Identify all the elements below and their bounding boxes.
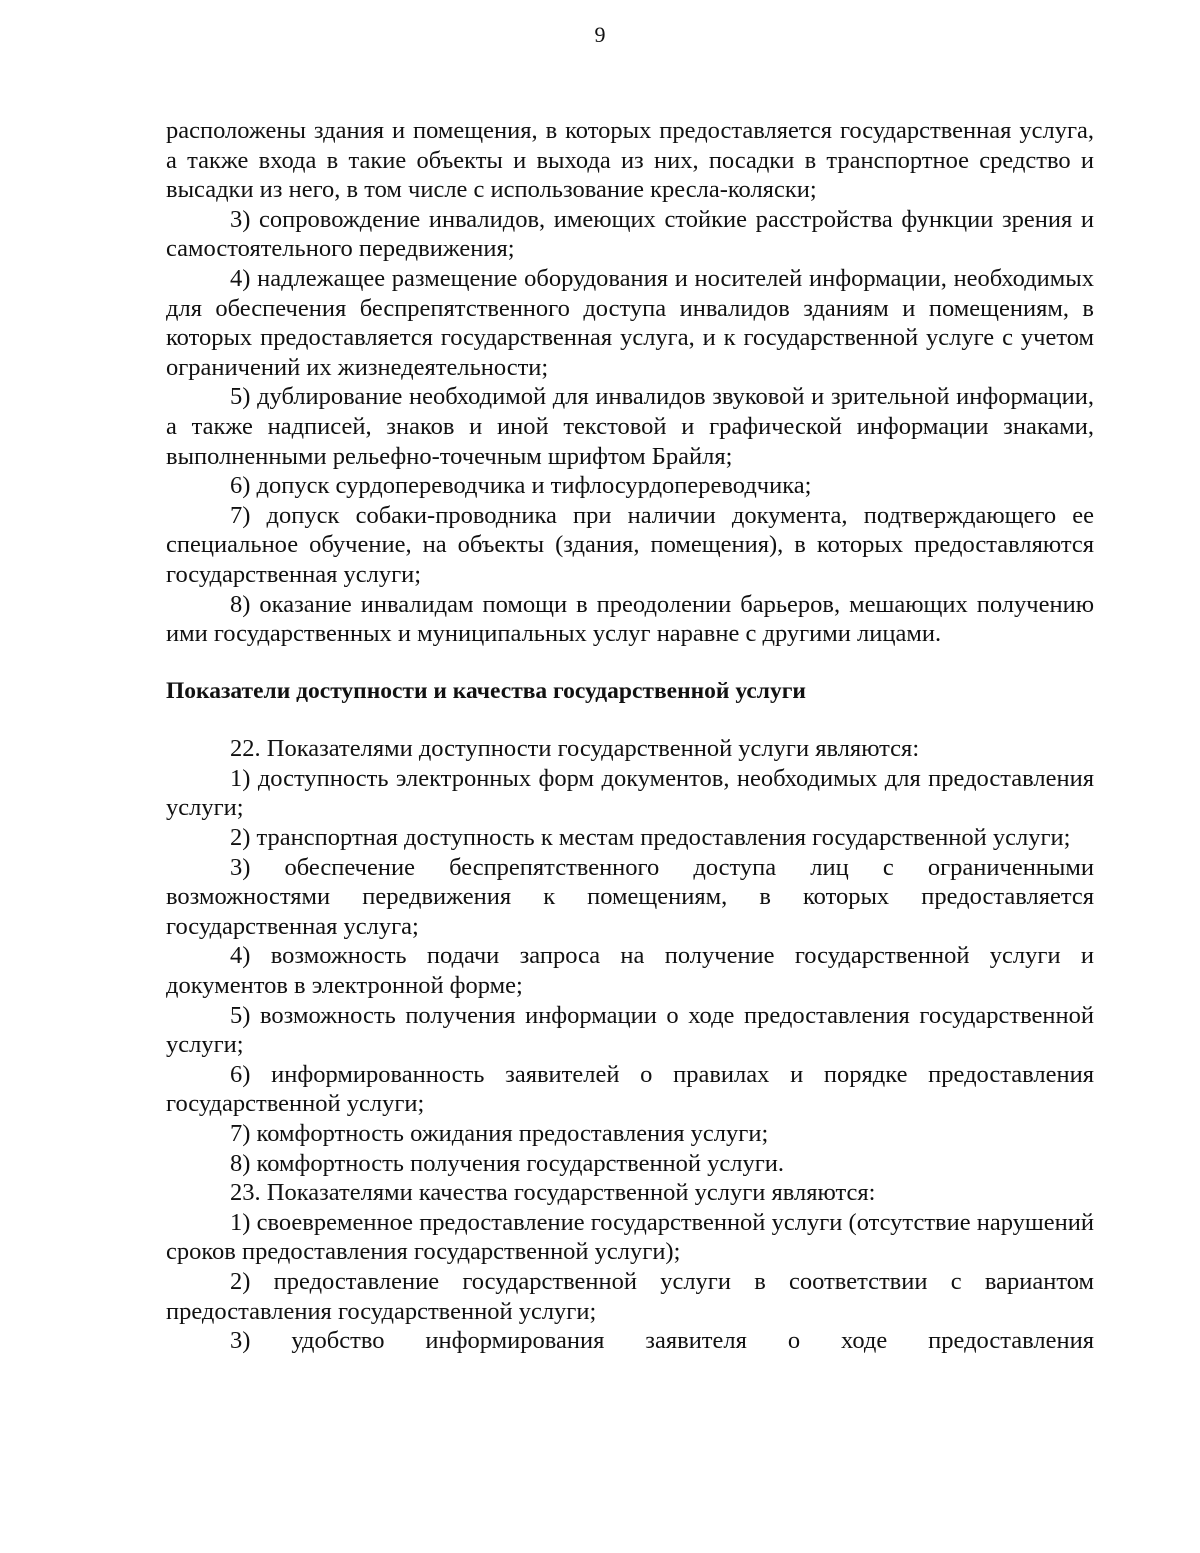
clause-22-item-8: 8) комфортность получения государственной услуги. xyxy=(230,1149,785,1177)
page-number: 9 xyxy=(594,22,606,47)
clause-23-item-3: 3) удобство информирования заявителя о ходе предоставления xyxy=(230,1327,1094,1355)
clause-22-item-3: 3) обеспечение беспрепятственного доступа лиц с ограниченными возможностями передвижения к помещениям, в которых предоставляется государственная услуга; xyxy=(166,853,1094,940)
clause-22-item-6: 6) информированность заявителей о правилах и порядке предоставления государственной услуги; xyxy=(166,1060,1094,1118)
clause-22-item-5: 5) возможность получения информации о ходе предоставления государственной услуги; xyxy=(166,1001,1094,1059)
document-body xyxy=(166,116,1094,1356)
list-item-6-interpreter: 6) допуск сурдопереводчика и тифлосурдопереводчика; xyxy=(230,472,812,500)
list-item-3-escort: 3) сопровождение инвалидов, имеющих стойкие расстройства функции зрения и самостоятельного передвижения; xyxy=(166,205,1094,263)
clause-23-item-1: 1) своевременное предоставление государственной услуги (отсутствие нарушений сроков предоставления государственной услуги); xyxy=(166,1208,1094,1266)
clause-22-item-4: 4) возможность подачи запроса на получение государственной услуги и документов в электронной форме; xyxy=(166,942,1094,1000)
section-heading: Показатели доступности и качества государственной услуги xyxy=(166,677,806,704)
clause-22-item-2: 2) транспортная доступность к местам предоставления государственной услуги; xyxy=(230,824,1071,852)
clause-22-item-7: 7) комфортность ожидания предоставления услуги; xyxy=(230,1120,769,1147)
paragraph-continuation: расположены здания и помещения, в которых предоставляется государственная услуга, а также входа в такие объекты и выхода из них, посадки в транспортное средство и высадки из него, в том числе с использование кресла-коляски; xyxy=(166,117,1094,204)
clause-23-intro: 23. Показателями качества государственной услуги являются: xyxy=(230,1179,876,1207)
list-item-5-braille: 5) дублирование необходимой для инвалидов звуковой и зрительной информации, а также надписей, знаков и иной текстовой и графической информации знаками, выполненными рельефно-точечным шрифтом Брайля; xyxy=(166,383,1094,470)
clause-22-item-1: 1) доступность электронных форм документов, необходимых для предоставления услуги; xyxy=(166,764,1094,822)
list-item-8-assistance: 8) оказание инвалидам помощи в преодолении барьеров, мешающих получению ими государственных и муниципальных услуг наравне с другими лицами. xyxy=(166,590,1094,648)
list-item-4-equipment: 4) надлежащее размещение оборудования и носителей информации, необходимых для обеспечения беспрепятственного доступа инвалидов зданиям и помещениям, в которых предоставляется государственная услуга, и к государственной услуге с учетом ограничений их жизнедеятельности; xyxy=(166,264,1094,381)
clause-22-intro: 22. Показателями доступности государственной услуги являются: xyxy=(230,735,920,763)
clause-23-item-2: 2) предоставление государственной услуги в соответствии с вариантом предоставления государственной услуги; xyxy=(166,1267,1094,1325)
list-item-7-guide-dog: 7) допуск собаки-проводника при наличии документа, подтверждающего ее специальное обучение, на объекты (здания, помещения), в которых предоставляются государственная услуги; xyxy=(166,501,1094,588)
